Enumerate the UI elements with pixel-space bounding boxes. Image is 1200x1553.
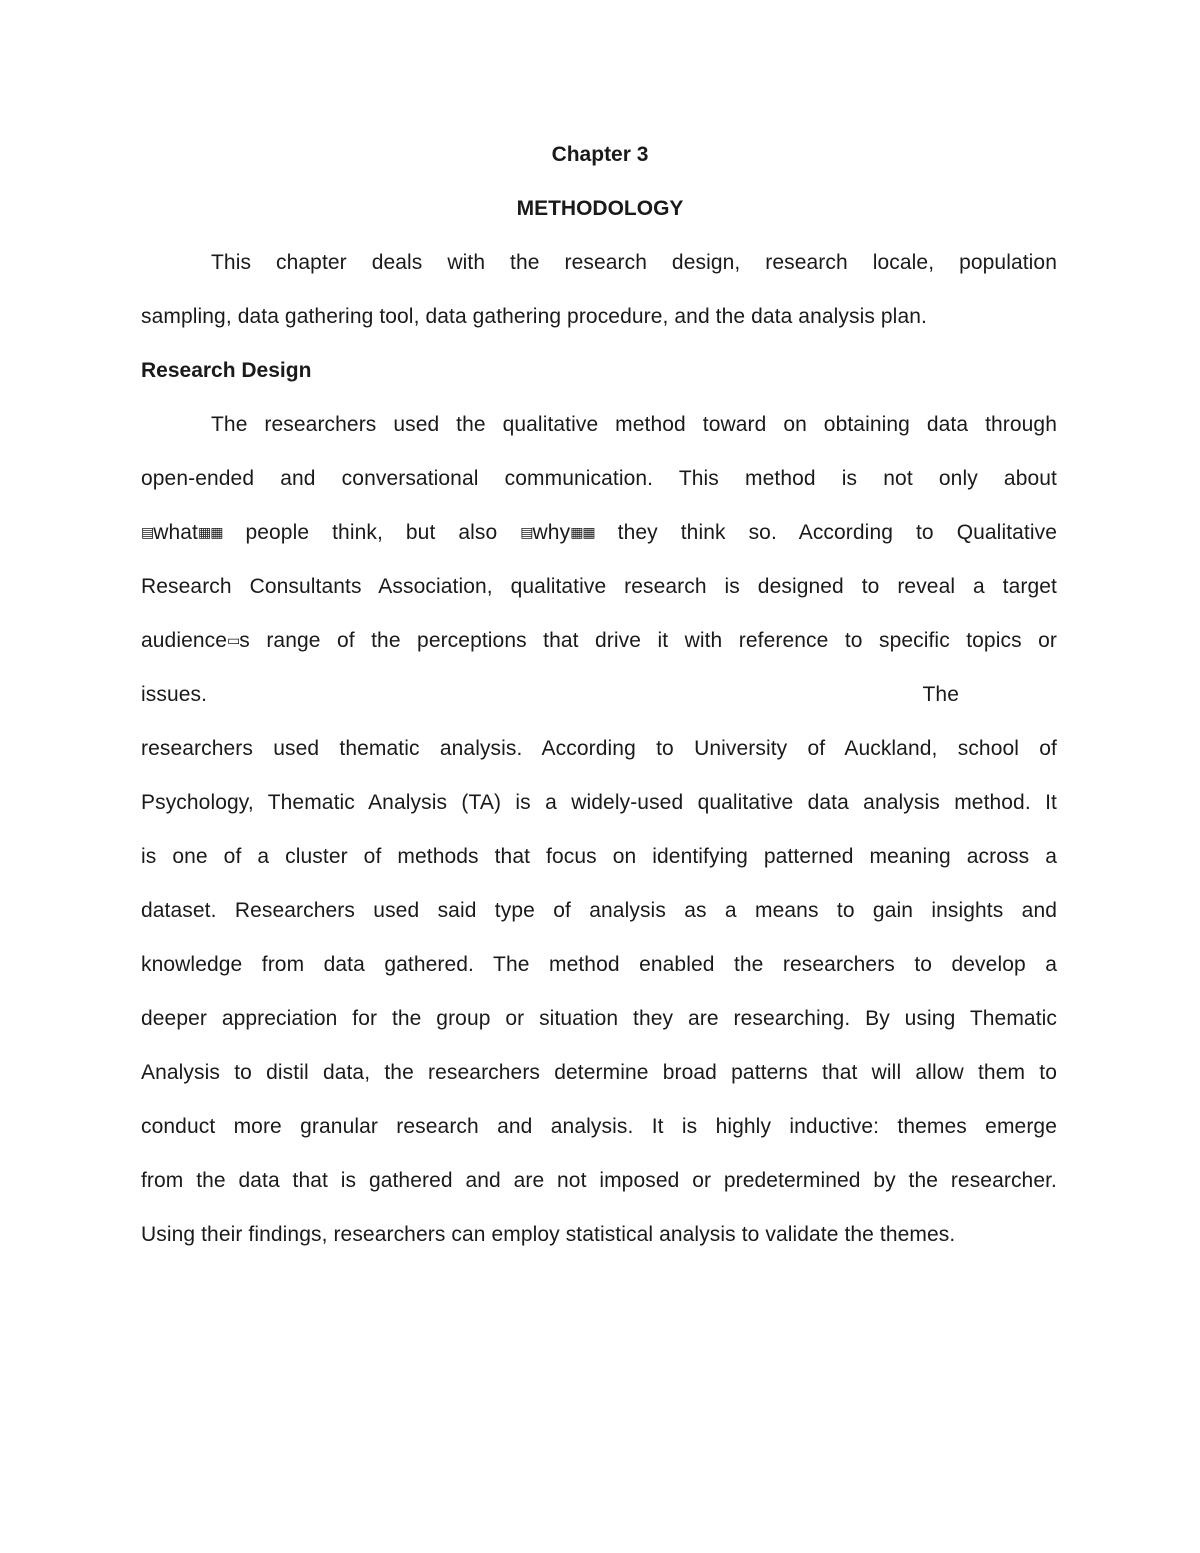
encoding-glyph-icon: ▦▦	[198, 524, 223, 540]
paragraph-line: issues. The	[141, 683, 959, 706]
encoding-glyph-icon: ▭	[227, 632, 240, 648]
paragraph-line: Psychology, Thematic Analysis (TA) is a widely-used qualitative data analysis method. It	[141, 791, 1057, 814]
intro-line: sampling, data gathering tool, data gathering procedure, and the data analysis plan.	[141, 305, 927, 328]
research-design-paragraph-1	[141, 398, 1057, 722]
chapter-title: METHODOLOGY	[516, 197, 684, 220]
intro-line: This chapter deals with the research design, research locale, population	[211, 251, 1057, 274]
paragraph-line: is one of a cluster of methods that focus on identifying patterned meaning across a	[141, 845, 1057, 868]
paragraph-line: conduct more granular research and analysis. It is highly inductive: themes emerge	[141, 1115, 1057, 1138]
paragraph-line: researchers used thematic analysis. According to University of Auckland, school of	[141, 737, 1057, 760]
paragraph-line: knowledge from data gathered. The method enabled the researchers to develop a	[141, 953, 1057, 976]
paragraph-line: Research Consultants Association, qualitative research is designed to reveal a target	[141, 575, 1057, 598]
paragraph-line: dataset. Researchers used said type of analysis as a means to gain insights and	[141, 899, 1057, 922]
paragraph-line: The researchers used the qualitative method toward on obtaining data through	[211, 413, 1057, 436]
encoding-glyph-icon: ▦▦	[570, 524, 595, 540]
encoding-glyph-icon: ▤	[141, 524, 154, 540]
chapter-number: Chapter 3	[551, 143, 649, 166]
paragraph-line: audience▭s range of the perceptions that drive it with reference to specific topics or	[141, 629, 1057, 652]
paragraph-line: ▤what▦▦ people think, but also ▤why▦▦ they think so. According to Qualitative	[141, 521, 1058, 544]
intro-paragraph	[141, 236, 1057, 344]
paragraph-line: Using their findings, researchers can employ statistical analysis to validate the themes.	[141, 1223, 956, 1246]
section-heading: Research Design	[141, 359, 312, 382]
encoding-glyph-icon: ▤	[520, 524, 533, 540]
paragraph-line: from the data that is gathered and are not imposed or predetermined by the researcher.	[141, 1169, 1057, 1192]
paragraph-line: open-ended and conversational communication. This method is not only about	[141, 467, 1057, 490]
paragraph-line: deeper appreciation for the group or situation they are researching. By using Thematic	[141, 1007, 1057, 1030]
paragraph-line: Analysis to distil data, the researchers determine broad patterns that will allow them to	[141, 1061, 1057, 1084]
research-design-paragraph-2	[141, 722, 1057, 1262]
